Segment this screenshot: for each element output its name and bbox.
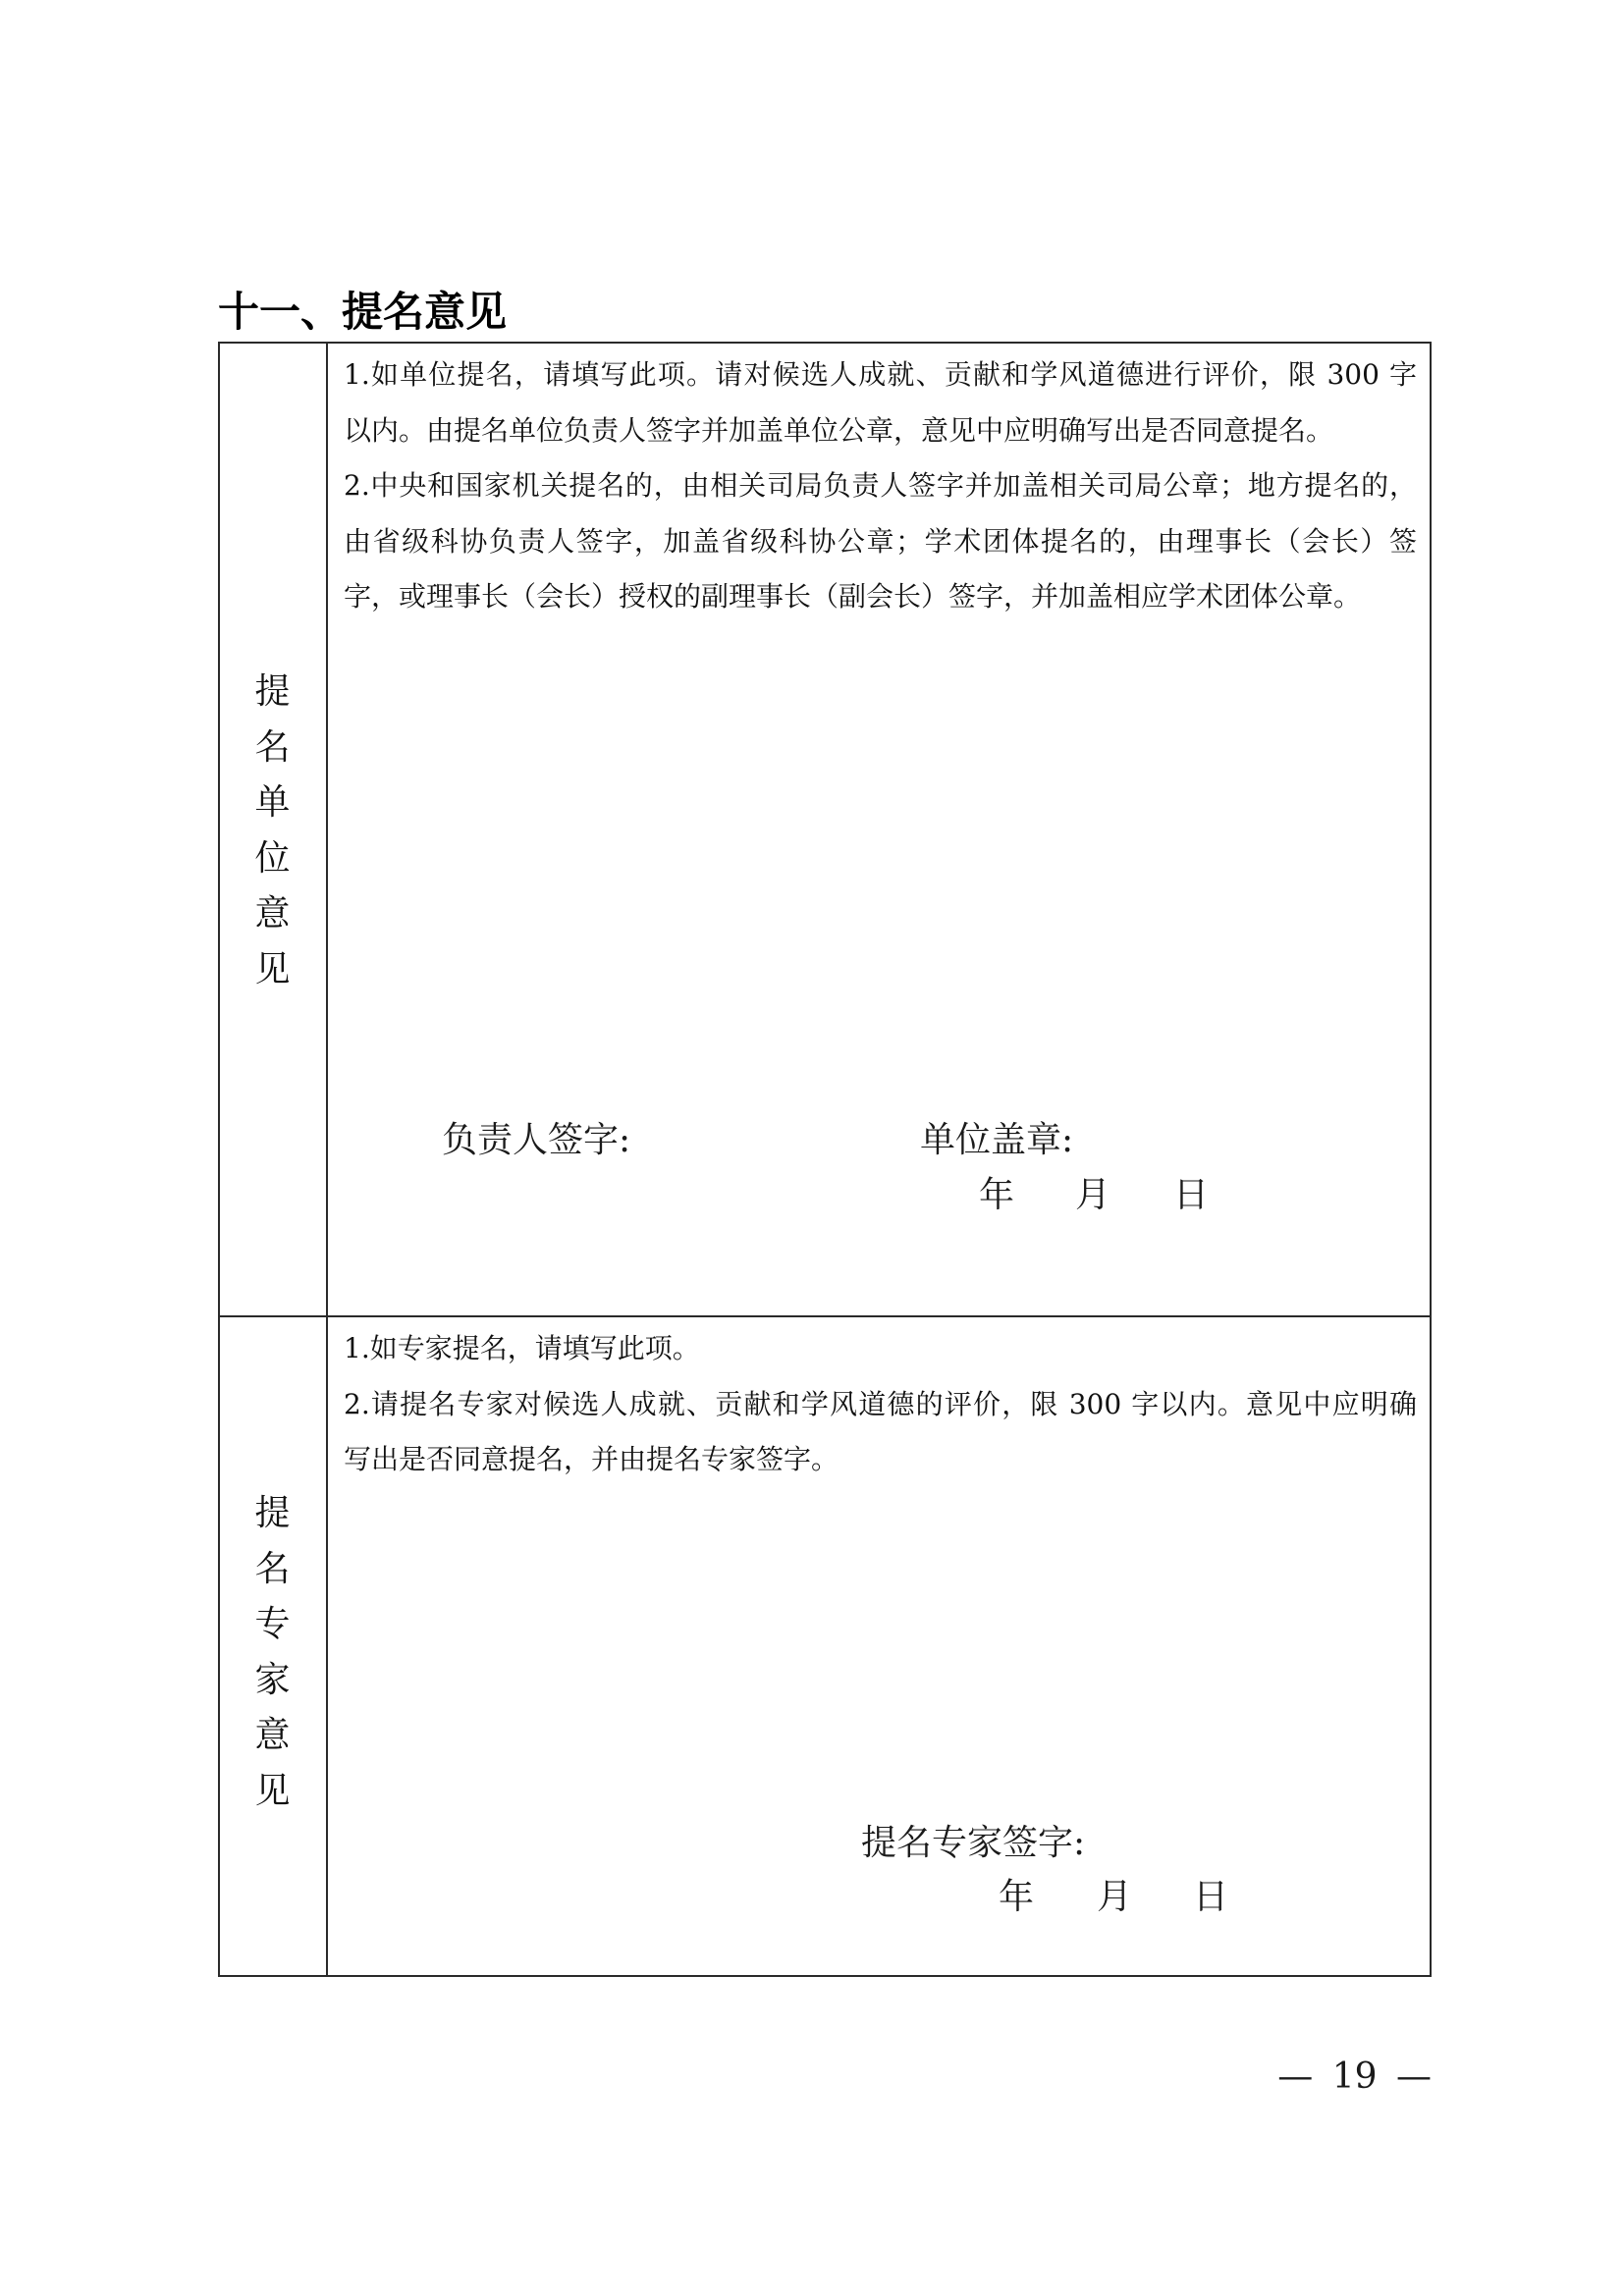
expert-opinion-row-label — [218, 1486, 327, 1820]
unit-seal-label: 单位盖章: — [920, 1120, 1074, 1160]
page-number: — 19 — — [1277, 2056, 1432, 2097]
unit-signer-label: 负责人签字: — [442, 1120, 631, 1160]
expert-date-day: 日 — [1193, 1877, 1229, 1917]
section-title: 十一、提名意见 — [218, 288, 508, 336]
expert-signer-label: 提名专家签字: — [861, 1823, 1086, 1863]
instruction-line: 2.请提名专家对候选人成就、贡献和学风道德的评价，限 300 字以内。意见中应明确 — [344, 1387, 1417, 1420]
instruction-line: 2.中央和国家机关提名的，由相关司局负责人签字并加盖相关司局公章；地方提名的， — [344, 469, 1417, 503]
instruction-line: 1.如专家提名，请填写此项。 — [344, 1332, 700, 1364]
expert-opinion-label-text: 提名专家意见 — [254, 1493, 291, 1811]
unit-opinion-label-text: 提名单位意见 — [254, 671, 291, 989]
expert-date-year: 年 — [999, 1877, 1035, 1917]
instruction-line: 1.如单位提名，请填写此项。请对候选人成就、贡献和学风道德进行评价，限 300 字 — [344, 358, 1417, 391]
expert-date-month: 月 — [1097, 1877, 1133, 1917]
unit-date-day: 日 — [1173, 1175, 1210, 1215]
instruction-line: 由省级科协负责人签字，加盖省级科协公章；学术团体提名的，由理事长（会长）签 — [344, 524, 1417, 558]
instruction-line: 字，或理事长（会长）授权的副理事长（副会长）签字，并加盖相应学术团体公章。 — [344, 580, 1362, 614]
expert-opinion-instructions — [344, 1321, 1417, 1488]
instruction-line: 以内。由提名单位负责人签字并加盖单位公章，意见中应明确写出是否同意提名。 — [344, 413, 1334, 447]
unit-opinion-instructions — [344, 347, 1417, 625]
unit-date-month: 月 — [1075, 1175, 1111, 1215]
table-row-divider — [218, 1315, 1432, 1317]
unit-date-year: 年 — [979, 1175, 1015, 1215]
instruction-line: 写出是否同意提名，并由提名专家签字。 — [344, 1443, 839, 1476]
unit-opinion-row-label — [218, 665, 327, 998]
